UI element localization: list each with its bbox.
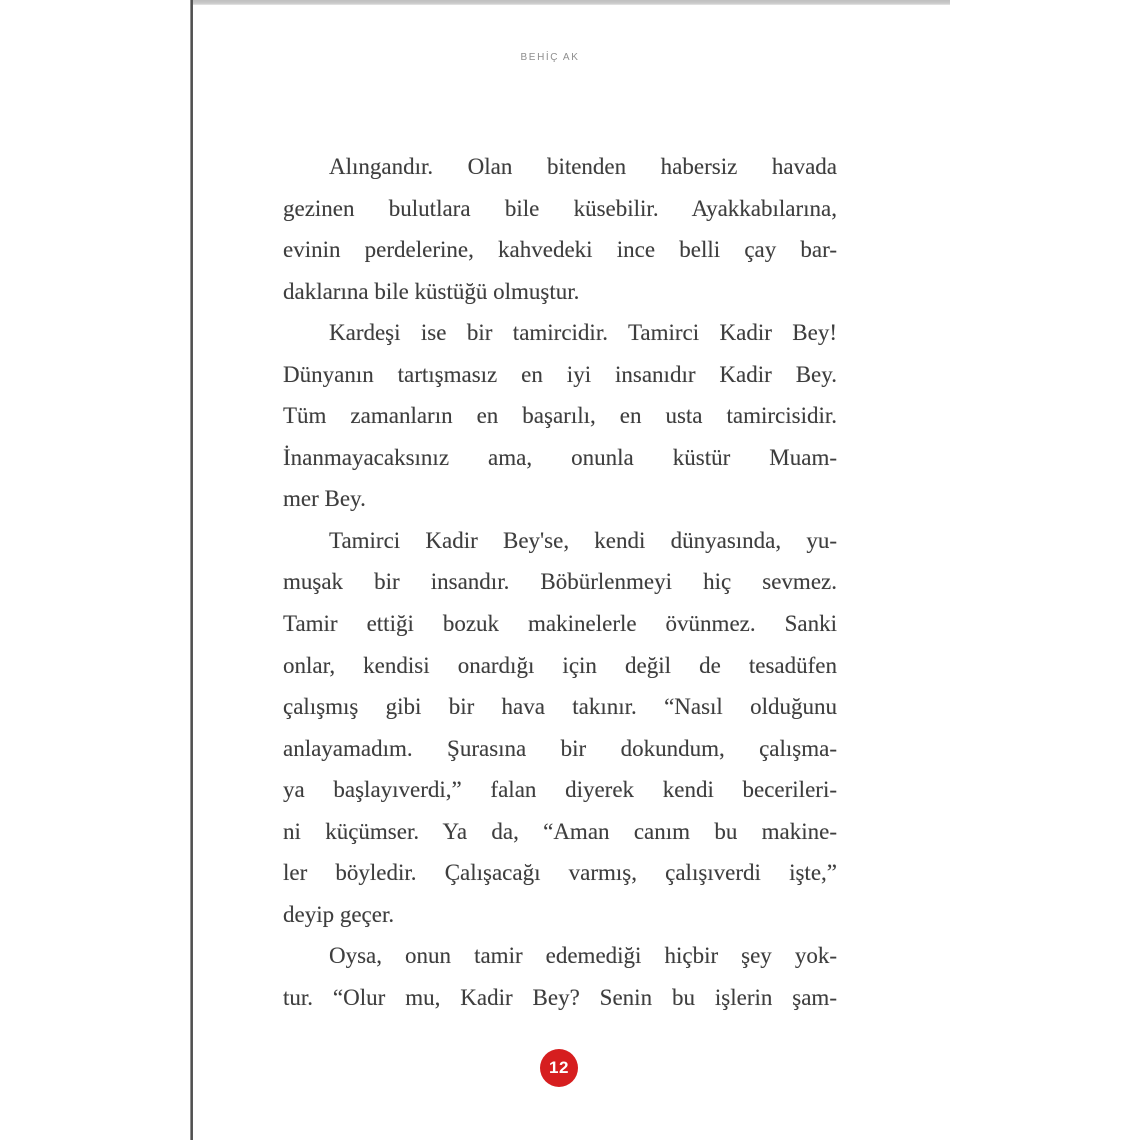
text-line: Dünyanın tartışmasız en iyi insanıdır Kadir Bey. [283,361,837,387]
text-line: mer Bey. [283,486,366,512]
text-line: ya başlayıverdi,” falan diyerek kendi becerileri- [283,777,837,803]
text-line: Tamir ettiği bozuk makinelerle övünmez. Sanki [283,611,837,637]
page-number-badge [540,1049,578,1087]
text-line: Alıngandır. Olan bitenden habersiz havada [329,154,837,179]
text-line: deyip geçer. [283,901,395,927]
text-line: daklarına bile küstüğü olmuştur. [283,278,580,304]
page-edge-line [190,0,193,1140]
text-line: çalışmış gibi bir hava takınır. “Nasıl olduğunu [283,694,837,720]
text-line: gezinen bulutlara bile küsebilir. Ayakkabılarına, [283,195,837,221]
text-line: Kardeşi ise bir tamircidir. Tamirci Kadir Bey! [329,320,837,346]
text-line: onlar, kendisi onardığı için değil de tesadüfen [283,652,837,678]
text-line: ler böyledir. Çalışacağı varmış, çalışıverdi işte,” [283,860,837,886]
text-line: muşak bir insandır. Böbürlenmeyi hiç sevmez. [283,569,837,595]
text-line: tur. “Olur mu, Kadir Bey? Senin bu işlerin şam- [283,984,837,1010]
text-line: anlayamadım. Şurasına bir dokundum, çalışma- [283,735,837,761]
text-line: evinin perdelerine, kahvedeki ince belli çay bar- [283,237,837,263]
text-line: Tamirci Kadir Bey'se, kendi dünyasında, yu- [329,527,837,553]
text-line: Oysa, onun tamir edemediği hiçbir şey yok- [329,943,837,969]
text-line: ni küçümser. Ya da, “Aman canım bu makine- [283,818,837,844]
running-header-author: BEHİÇ AK [520,52,580,63]
page-top-shadow [193,0,950,5]
text-line: Tüm zamanların en başarılı, en usta tamircisidir. [283,403,837,429]
text-line: İnanmayacaksınız ama, onunla küstür Muam- [283,444,837,470]
page-number: 12 [549,1058,569,1077]
body-text [283,146,837,1018]
